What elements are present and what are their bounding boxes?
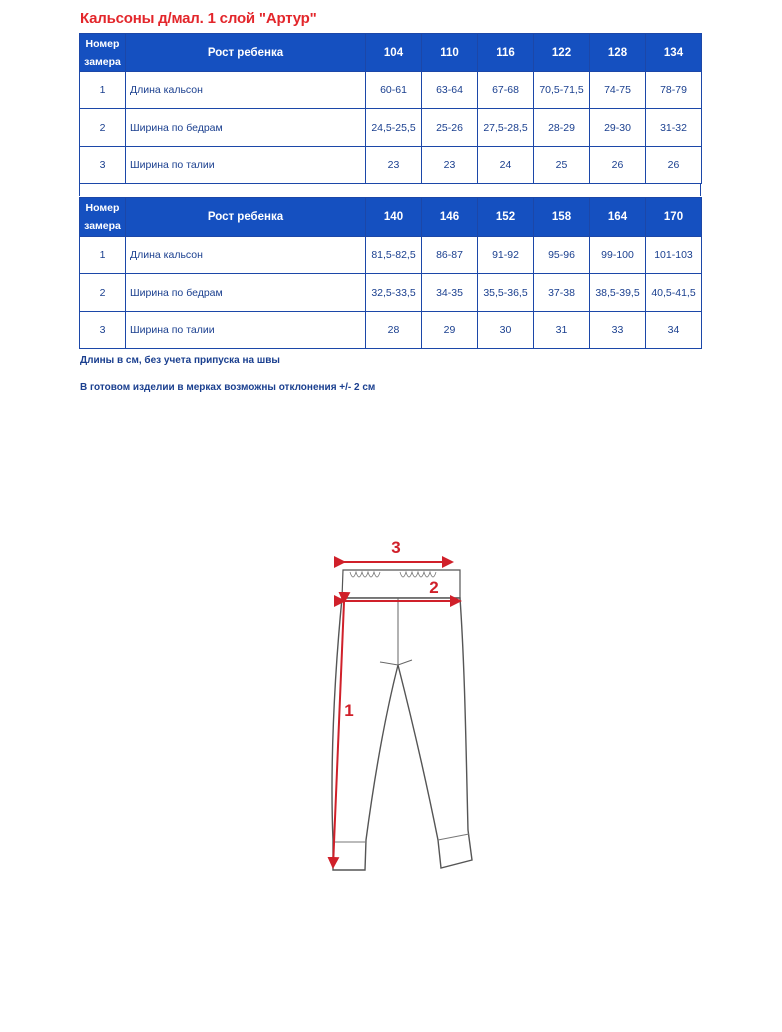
row-number: 1 <box>80 72 126 109</box>
cell-value: 34 <box>646 312 702 349</box>
pants-measurement-diagram <box>300 510 500 890</box>
table-row <box>80 237 702 274</box>
row-label: Ширина по бедрам <box>126 109 366 147</box>
header-size: 158 <box>534 198 590 237</box>
cell-value: 31 <box>534 312 590 349</box>
note-tolerance: В готовом изделии в мерках возможны отклонения +/- 2 см <box>80 382 376 393</box>
cell-value: 27,5-28,5 <box>478 109 534 147</box>
table-row <box>80 274 702 312</box>
size-table-2 <box>79 197 702 349</box>
pants-outline <box>332 598 472 870</box>
cell-value: 32,5-33,5 <box>366 274 422 312</box>
cell-value: 35,5-36,5 <box>478 274 534 312</box>
cell-value: 67-68 <box>478 72 534 109</box>
cell-value: 95-96 <box>534 237 590 274</box>
header-size: 104 <box>366 34 422 72</box>
table-row <box>80 312 702 349</box>
row-label: Ширина по бедрам <box>126 274 366 312</box>
note-seam-allowance: Длины в см, без учета припуска на швы <box>80 355 280 366</box>
cell-value: 74-75 <box>590 72 646 109</box>
cell-value: 25-26 <box>422 109 478 147</box>
cell-value: 28 <box>366 312 422 349</box>
row-number: 3 <box>80 147 126 184</box>
cell-value: 24 <box>478 147 534 184</box>
size-table-1 <box>79 33 702 184</box>
row-label: Длина кальсон <box>126 72 366 109</box>
cell-value: 81,5-82,5 <box>366 237 422 274</box>
row-label: Длина кальсон <box>126 237 366 274</box>
table-row <box>80 109 702 147</box>
cell-value: 40,5-41,5 <box>646 274 702 312</box>
cell-value: 60-61 <box>366 72 422 109</box>
header-measure-number: Номер замера <box>80 198 126 237</box>
cell-value: 91-92 <box>478 237 534 274</box>
product-title: Кальсоны д/мал. 1 слой "Артур" <box>80 10 317 27</box>
cell-value: 31-32 <box>646 109 702 147</box>
cell-value: 99-100 <box>590 237 646 274</box>
row-number: 1 <box>80 237 126 274</box>
cell-value: 26 <box>646 147 702 184</box>
cell-value: 23 <box>366 147 422 184</box>
cell-value: 33 <box>590 312 646 349</box>
cell-value: 38,5-39,5 <box>590 274 646 312</box>
cell-value: 78-79 <box>646 72 702 109</box>
header-size: 134 <box>646 34 702 72</box>
header-size: 170 <box>646 198 702 237</box>
cell-value: 29-30 <box>590 109 646 147</box>
table-row <box>80 72 702 109</box>
cell-value: 37-38 <box>534 274 590 312</box>
header-size: 128 <box>590 34 646 72</box>
header-size: 122 <box>534 34 590 72</box>
cell-value: 23 <box>422 147 478 184</box>
header-size: 140 <box>366 198 422 237</box>
header-child-height: Рост ребенка <box>126 198 366 237</box>
cell-value: 30 <box>478 312 534 349</box>
cell-value: 26 <box>590 147 646 184</box>
header-size: 164 <box>590 198 646 237</box>
row-number: 2 <box>80 109 126 147</box>
cell-value: 86-87 <box>422 237 478 274</box>
measure-1-label: 1 <box>344 701 354 720</box>
cell-value: 101-103 <box>646 237 702 274</box>
header-size: 152 <box>478 198 534 237</box>
cell-value: 28-29 <box>534 109 590 147</box>
header-size: 110 <box>422 34 478 72</box>
header-size: 116 <box>478 34 534 72</box>
cell-value: 24,5-25,5 <box>366 109 422 147</box>
row-number: 2 <box>80 274 126 312</box>
cell-value: 63-64 <box>422 72 478 109</box>
measure-2-label: 2 <box>429 578 439 597</box>
measure-3-label: 3 <box>391 538 401 557</box>
row-number: 3 <box>80 312 126 349</box>
table-header-row <box>80 198 702 237</box>
header-child-height: Рост ребенка <box>126 34 366 72</box>
cell-value: 25 <box>534 147 590 184</box>
header-size: 146 <box>422 198 478 237</box>
table-gap <box>79 183 701 196</box>
row-label: Ширина по талии <box>126 147 366 184</box>
header-measure-number: Номер замера <box>80 34 126 72</box>
cell-value: 34-35 <box>422 274 478 312</box>
table-header-row <box>80 34 702 72</box>
cell-value: 29 <box>422 312 478 349</box>
table-row <box>80 147 702 184</box>
cell-value: 70,5-71,5 <box>534 72 590 109</box>
row-label: Ширина по талии <box>126 312 366 349</box>
